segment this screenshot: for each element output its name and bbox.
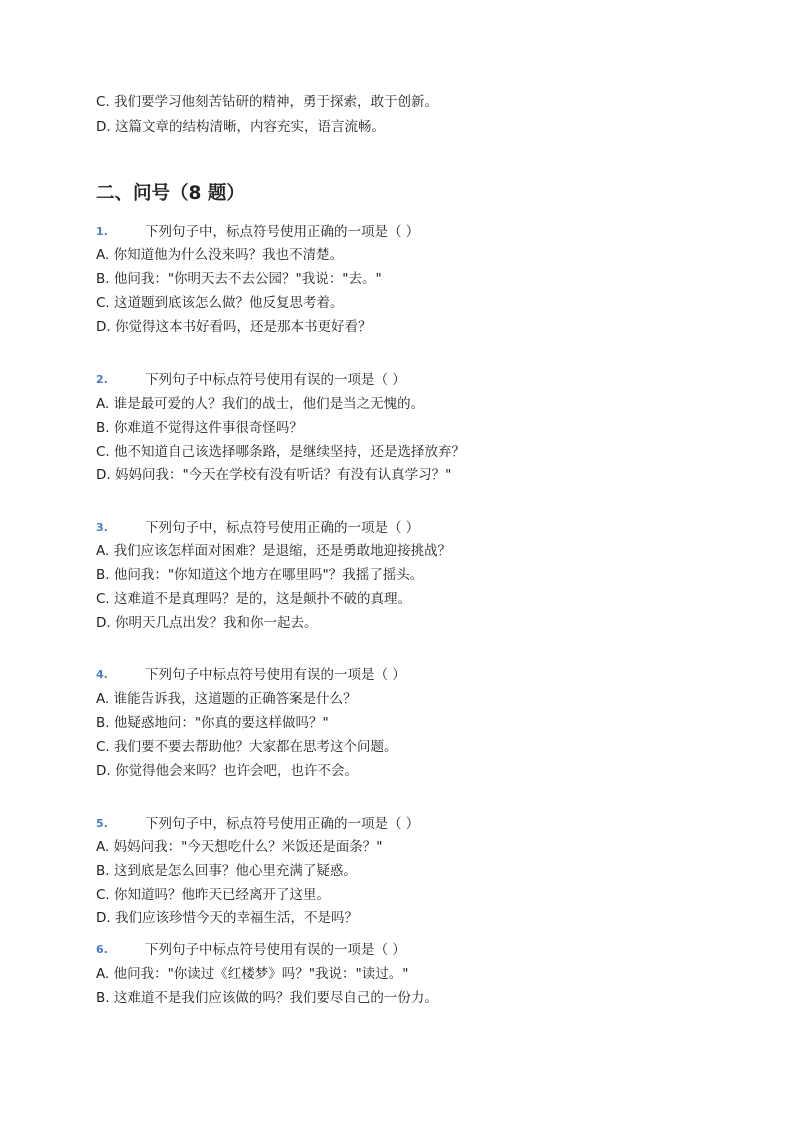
question-6-number: 6. (96, 943, 108, 956)
question-5-number: 5. (96, 817, 108, 830)
question-1-option-b: B. 他问我："你明天去不去公园？"我说："去。" (96, 271, 382, 287)
question-3-option-d: D. 你明天几点出发？我和你一起去。 (96, 615, 318, 631)
question-2-number: 2. (96, 373, 108, 386)
question-3-option-c: C. 这难道不是真理吗？是的，这是颠扑不破的真理。 (96, 591, 412, 607)
option-d-prev: D. 这篇文章的结构清晰，内容充实，语言流畅。 (96, 119, 385, 135)
question-4-option-c: C. 我们要不要去帮助他？大家都在思考这个问题。 (96, 739, 398, 755)
question-5-option-a: A. 妈妈问我："今天想吃什么？米饭还是面条？" (96, 839, 383, 855)
question-5-stem: 下列句子中，标点符号使用正确的一项是（ ） (145, 816, 420, 832)
question-1-stem: 下列句子中，标点符号使用正确的一项是（ ） (145, 224, 420, 240)
question-2-option-d: D. 妈妈问我："今天在学校有没有听话？有没有认真学习？" (96, 467, 452, 483)
question-5-option-b: B. 这到底是怎么回事？他心里充满了疑惑。 (96, 863, 357, 879)
option-c-prev: C. 我们要学习他刻苦钻研的精神，勇于探索，敢于创新。 (96, 94, 439, 110)
question-2-option-b: B. 你难道不觉得这件事很奇怪吗？ (96, 420, 303, 436)
question-1-number: 1. (96, 225, 108, 238)
question-2-option-a: A. 谁是最可爱的人？我们的战士，他们是当之无愧的。 (96, 396, 425, 412)
question-3-stem: 下列句子中，标点符号使用正确的一项是（ ） (145, 520, 420, 536)
question-6-option-b: B. 这难道不是我们应该做的吗？我们要尽自己的一份力。 (96, 990, 438, 1006)
section-title: 二、问号（8 题） (96, 183, 245, 204)
question-4-option-a: A. 谁能告诉我，这道题的正确答案是什么？ (96, 691, 357, 707)
question-4-option-b: B. 他疑惑地问："你真的要这样做吗？" (96, 715, 329, 731)
question-3-option-b: B. 他问我："你知道这个地方在哪里吗"？我摇了摇头。 (96, 567, 424, 583)
question-3-option-a: A. 我们应该怎样面对困难？是退缩，还是勇敢地迎接挑战？ (96, 543, 452, 559)
question-3-number: 3. (96, 521, 108, 534)
question-4-number: 4. (96, 668, 108, 681)
question-1-option-c: C. 这道题到底该怎么做？他反复思考着。 (96, 295, 344, 311)
question-6-option-a: A. 他问我："你读过《红楼梦》吗？"我说："读过。" (96, 966, 409, 982)
question-5-option-d: D. 我们应该珍惜今天的幸福生活，不是吗？ (96, 910, 358, 926)
question-1-option-a: A. 你知道他为什么没来吗？我也不清楚。 (96, 247, 344, 263)
question-4-option-d: D. 你觉得他会来吗？也许会吧，也许不会。 (96, 763, 358, 779)
question-4-stem: 下列句子中标点符号使用有误的一项是（ ） (145, 667, 406, 683)
question-6-stem: 下列句子中标点符号使用有误的一项是（ ） (145, 942, 406, 958)
question-5-option-c: C. 你知道吗？他昨天已经离开了这里。 (96, 887, 331, 903)
question-2-stem: 下列句子中标点符号使用有误的一项是（ ） (145, 372, 406, 388)
question-2-option-c: C. 他不知道自己该选择哪条路，是继续坚持，还是选择放弃？ (96, 444, 466, 460)
question-1-option-d: D. 你觉得这本书好看吗，还是那本书更好看？ (96, 319, 372, 335)
